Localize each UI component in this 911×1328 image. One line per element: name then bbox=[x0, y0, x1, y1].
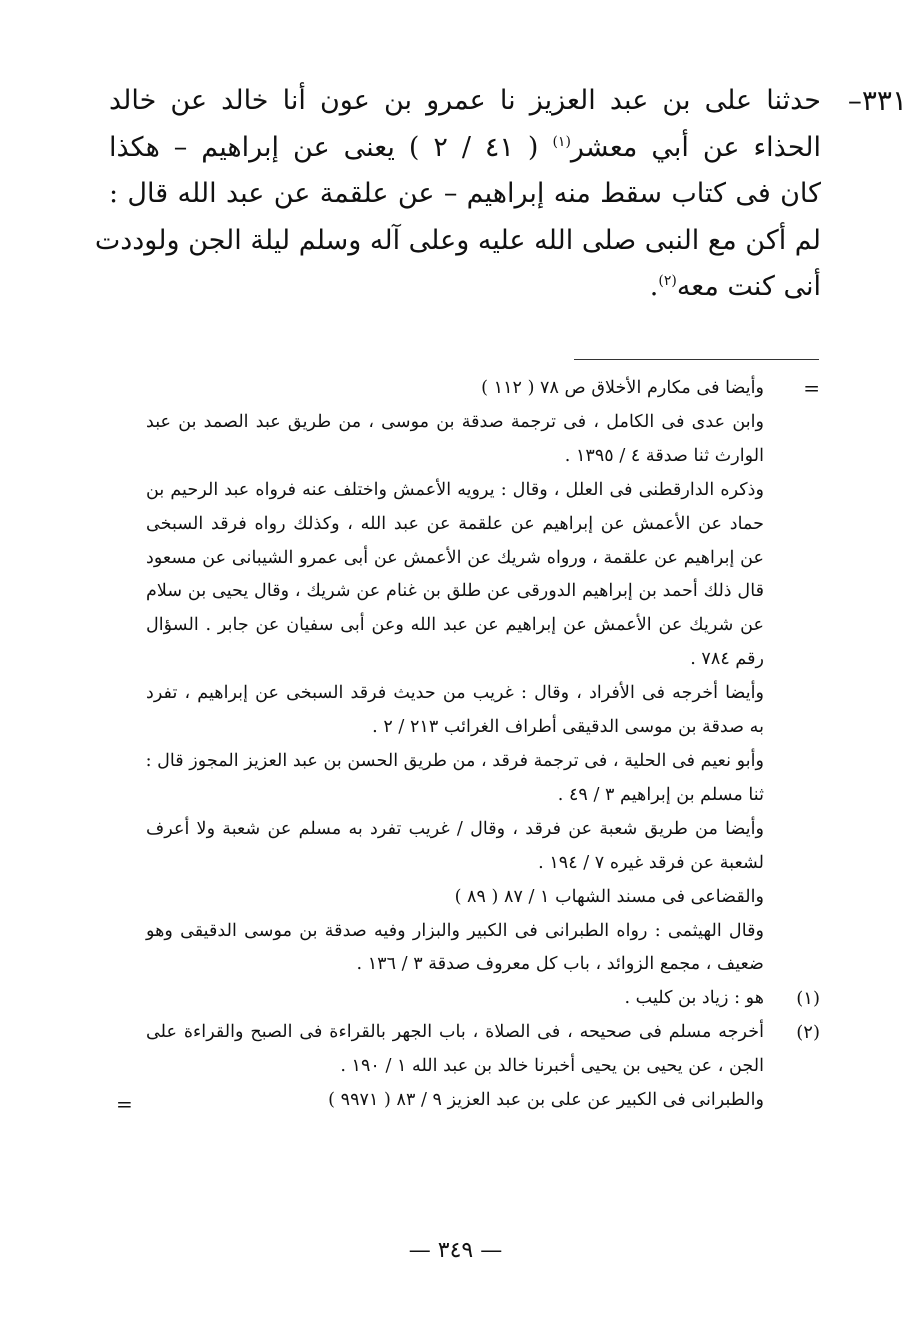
note-line: قال ذلك أحمد بن إبراهيم الدورقى عن طلق بن غنام عن شريك ، وقال يحيى بن سلام bbox=[146, 581, 764, 602]
footnote-label: (١) bbox=[796, 988, 820, 1010]
note-line: ضعيف ، مجمع الزوائد ، باب كل معروف صدقة ٣ / ١٣٦ . bbox=[356, 954, 764, 975]
note-line: هو : زياد بن كليب . bbox=[624, 988, 764, 1009]
note-line: والقضاعى فى مسند الشهاب ١ / ٨٧ ( ٨٩ ) bbox=[454, 886, 764, 907]
footnote-2 bbox=[116, 1016, 820, 1118]
hadith-line: حدثنا على بن عبد العزيز نا عمرو بن عون أنا خالد عن خالد bbox=[109, 85, 821, 116]
hadith-line: أنى كنت معه$^{(٢)}$. bbox=[649, 271, 821, 303]
note-line: وأيضا من طريق شعبة عن فرقد ، وقال / غريب تفرد به مسلم عن شعبة ولا أعرف bbox=[146, 818, 764, 839]
note-line: وقال الهيثمى : رواه الطبرانى فى الكبير والبزار وفيه صدقة بن موسى الدقيقى وهو bbox=[146, 920, 764, 941]
note-line: عن شريك عن الأعمش عن إبراهيم عن عبد الله وعن أبى سفيان عن جابر . السؤال bbox=[146, 615, 764, 636]
hadith-line: لم أكن مع النبى صلى الله عليه وعلى آله وسلم ليلة الجن ولوددت bbox=[94, 224, 821, 256]
footnote-reference: (٢) bbox=[658, 273, 677, 290]
note-line: وابن عدى فى الكامل ، فى ترجمة صدقة بن موسى ، من طريق عبد الصمد بن عبد bbox=[146, 411, 764, 432]
note-line: أخرجه مسلم فى صحيحه ، فى الصلاة ، باب الجهر بالقراءة فى الصبح والقراءة على bbox=[146, 1022, 764, 1043]
hadith-line: كان فى كتاب سقط منه إبراهيم – عن علقمة عن عبد الله قال : bbox=[109, 178, 821, 210]
footnotes-section bbox=[116, 372, 820, 1118]
hadith-line: الحذاء عن أبي معشر$^{(١)}$ ( ٤١ / ٢ ) يعنى عن إبراهيم – هكذا bbox=[109, 131, 822, 163]
note-line: والطبرانى فى الكبير عن على بن عبد العزيز ٩ / ٨٣ ( ٩٩٧١ ) bbox=[328, 1090, 764, 1111]
note-line: وأبو نعيم فى الحلية ، فى ترجمة فرقد ، من طريق الحسن بن عبد العزيز المجوز قال : bbox=[145, 750, 764, 771]
page-number: — ٣٤٩ — bbox=[408, 1238, 503, 1263]
note-line: وذكره الدارقطنى فى العلل ، وقال : يرويه الأعمش واختلف عنه فرواه عبد الرحيم بن bbox=[146, 479, 764, 500]
footnote-separator bbox=[574, 359, 819, 360]
note-line: الوارث ثنا صدقة ٤ / ١٣٩٥ . bbox=[564, 445, 764, 466]
hadith-number: ٣٣١– bbox=[847, 84, 907, 117]
footnote-label: (٢) bbox=[796, 1022, 820, 1044]
footnote-1 bbox=[146, 982, 820, 1016]
note-line: الجن ، عن يحيى بن يحيى أخبرنا خالد بن عبد الله ١ / ١٩٠ . bbox=[340, 1056, 764, 1077]
hadith-text bbox=[94, 78, 907, 311]
note-line: به صدقة بن موسى الدقيقى أطراف الغرائب ٢١٣ / ٢ . bbox=[372, 717, 764, 738]
note-line: ثنا مسلم بن إبراهيم ٣ / ٤٩ . bbox=[557, 784, 764, 805]
note-line: رقم ٧٨٤ . bbox=[690, 649, 764, 670]
continuation-marker-top: = bbox=[803, 376, 820, 400]
note-line: عن إبراهيم عن علقمة ، ورواه شريك عن الأعمش عن أبى عمرو الشيبانى عن مسعود bbox=[146, 547, 764, 568]
continuation-marker-bottom: = bbox=[116, 1091, 133, 1116]
footnote-reference: (١) bbox=[552, 133, 571, 150]
note-line: وأيضا فى مكارم الأخلاق ص ٧٨ ( ١١٢ ) bbox=[481, 378, 764, 398]
note-line: حماد عن الأعمش عن إبراهيم عن علقمة عن عبد الله ، وكذلك رواه فرقد السبخى bbox=[146, 513, 764, 534]
note-line: وأيضا أخرجه فى الأفراد ، وقال : غريب من حديث فرقد السبخى عن إبراهيم ، تفرد bbox=[146, 683, 764, 704]
note-line: لشعبة عن فرقد غيره ٧ / ١٩٤ . bbox=[538, 852, 764, 873]
